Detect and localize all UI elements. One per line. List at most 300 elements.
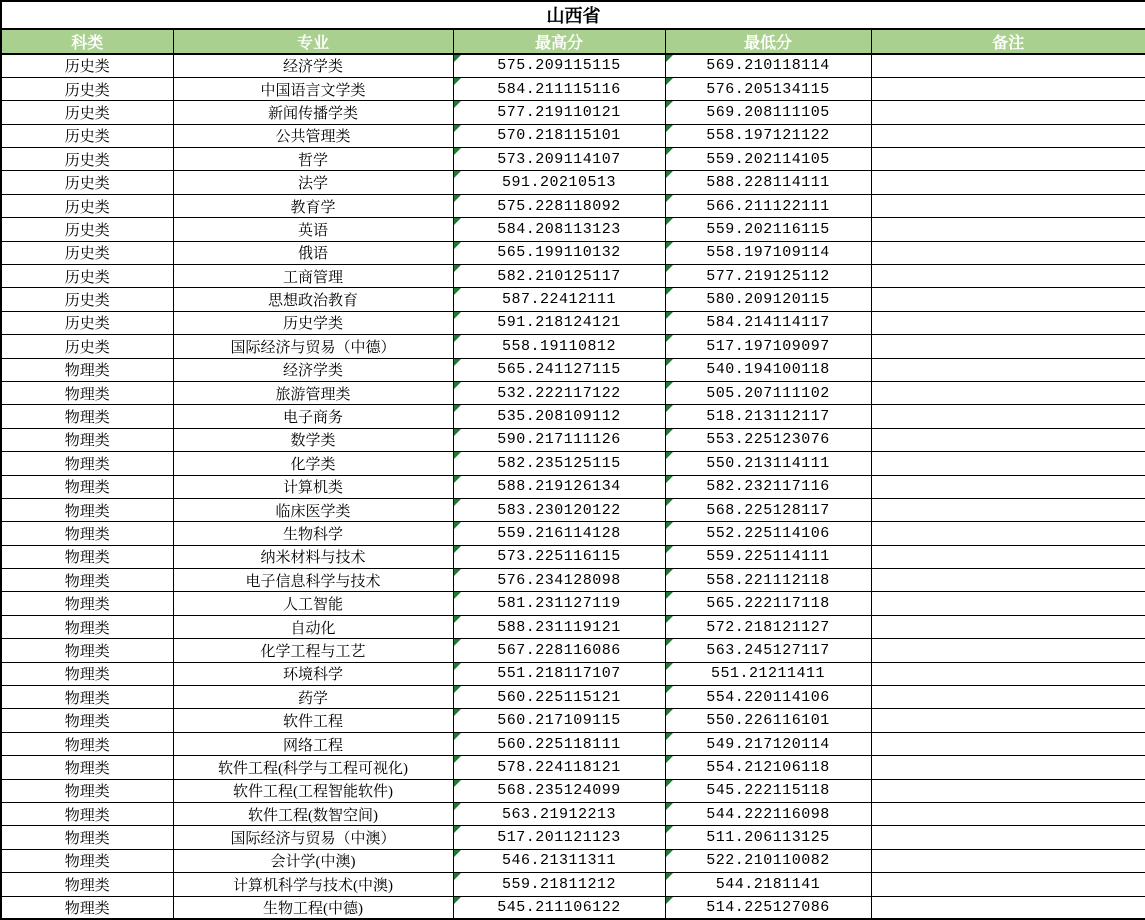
- score-value: 540.194100118: [706, 361, 830, 379]
- cell-remark: [871, 241, 1145, 264]
- cell-max: [453, 709, 665, 732]
- table-header-row: [1, 29, 1145, 54]
- cell-category: 物理类: [1, 709, 173, 732]
- text-flag-triangle-icon: [454, 639, 461, 646]
- cell-remark: [871, 77, 1145, 100]
- score-value: 552.225114106: [706, 525, 830, 542]
- cell-remark: [871, 335, 1145, 358]
- cell-min: [665, 218, 871, 241]
- score-value: 588.228114111: [706, 174, 830, 192]
- cell-category: 物理类: [1, 592, 173, 615]
- cell-max: [453, 218, 665, 241]
- text-flag-triangle-icon: [454, 897, 461, 904]
- cell-major: 旅游管理类: [173, 381, 453, 404]
- cell-min: [665, 101, 871, 124]
- cell-major: 软件工程: [173, 709, 453, 732]
- cell-min: [665, 709, 871, 732]
- cell-max: [453, 101, 665, 124]
- cell-major: 历史学类: [173, 311, 453, 334]
- cell-category: 历史类: [1, 171, 173, 194]
- cell-min: [665, 545, 871, 568]
- cell-category: 物理类: [1, 639, 173, 662]
- score-value: 551.218117107: [497, 665, 621, 683]
- table-row: [1, 358, 1145, 381]
- score-value: 565.222117118: [706, 595, 830, 613]
- table-row: [1, 428, 1145, 451]
- cell-max: [453, 335, 665, 358]
- cell-max: [453, 803, 665, 826]
- cell-remark: [871, 732, 1145, 755]
- cell-min: [665, 639, 871, 662]
- table-row: [1, 662, 1145, 685]
- table-row: [1, 826, 1145, 849]
- cell-remark: [871, 475, 1145, 498]
- cell-category: 物理类: [1, 803, 173, 826]
- text-flag-triangle-icon: [666, 242, 673, 249]
- cell-category: 历史类: [1, 311, 173, 334]
- score-value: 582.235125115: [497, 454, 621, 472]
- cell-min: [665, 615, 871, 638]
- score-value: 582.210125117: [497, 267, 621, 285]
- score-value: 568.235124099: [497, 782, 621, 800]
- score-value: 558.221112118: [706, 571, 830, 589]
- cell-min: [665, 732, 871, 755]
- cell-category: 历史类: [1, 124, 173, 147]
- text-flag-triangle-icon: [454, 171, 461, 178]
- text-flag-triangle-icon: [454, 335, 461, 342]
- cell-remark: [871, 452, 1145, 475]
- cell-major: 纳米材料与技术: [173, 545, 453, 568]
- text-flag-triangle-icon: [454, 522, 461, 529]
- text-flag-triangle-icon: [666, 663, 673, 670]
- cell-major: 软件工程(科学与工程可视化): [173, 756, 453, 779]
- cell-min: [665, 896, 871, 919]
- score-value: 565.241127115: [497, 361, 621, 379]
- cell-min: [665, 171, 871, 194]
- text-flag-triangle-icon: [454, 125, 461, 132]
- table-title-row: [1, 1, 1145, 29]
- column-header-min-score: 最低分: [665, 29, 871, 54]
- text-flag-triangle-icon: [666, 288, 673, 295]
- cell-major: 新闻传播学类: [173, 101, 453, 124]
- cell-max: [453, 311, 665, 334]
- text-flag-triangle-icon: [666, 592, 673, 599]
- cell-category: 物理类: [1, 779, 173, 802]
- cell-major: 软件工程(工程智能软件): [173, 779, 453, 802]
- cell-major: 法学: [173, 171, 453, 194]
- score-value: 559.202116115: [706, 220, 830, 238]
- score-value: 584.211115116: [497, 80, 621, 98]
- table-row: [1, 686, 1145, 709]
- cell-remark: [871, 101, 1145, 124]
- cell-min: [665, 405, 871, 428]
- text-flag-triangle-icon: [666, 639, 673, 646]
- table-row: [1, 522, 1145, 545]
- text-flag-triangle-icon: [454, 288, 461, 295]
- table-row: [1, 124, 1145, 147]
- cell-max: [453, 873, 665, 896]
- cell-min: [665, 335, 871, 358]
- cell-remark: [871, 311, 1145, 334]
- text-flag-triangle-icon: [666, 265, 673, 272]
- cell-max: [453, 265, 665, 288]
- table-row: [1, 171, 1145, 194]
- cell-category: 历史类: [1, 101, 173, 124]
- table-row: [1, 803, 1145, 826]
- cell-category: 物理类: [1, 732, 173, 755]
- cell-min: [665, 686, 871, 709]
- cell-category: 历史类: [1, 218, 173, 241]
- cell-remark: [871, 124, 1145, 147]
- cell-remark: [871, 709, 1145, 732]
- score-value: 558.19110812: [501, 337, 617, 355]
- table-row: [1, 77, 1145, 100]
- text-flag-triangle-icon: [666, 873, 673, 880]
- column-header-category: 科类: [1, 29, 173, 54]
- cell-min: [665, 194, 871, 217]
- score-value: 518.213112117: [706, 408, 830, 426]
- cell-remark: [871, 428, 1145, 451]
- table-row: [1, 896, 1145, 919]
- text-flag-triangle-icon: [454, 756, 461, 763]
- table-row: [1, 265, 1145, 288]
- score-value: 576.234128098: [497, 571, 621, 589]
- column-header-major: 专业: [173, 29, 453, 54]
- text-flag-triangle-icon: [666, 780, 673, 787]
- table-row: [1, 709, 1145, 732]
- table-row: [1, 569, 1145, 592]
- cell-major: 思想政治教育: [173, 288, 453, 311]
- cell-min: [665, 124, 871, 147]
- score-value: 584.208113123: [497, 220, 621, 238]
- cell-remark: [871, 265, 1145, 288]
- cell-min: [665, 54, 871, 77]
- cell-remark: [871, 639, 1145, 662]
- cell-category: 物理类: [1, 756, 173, 779]
- text-flag-triangle-icon: [666, 195, 673, 202]
- text-flag-triangle-icon: [666, 709, 673, 716]
- table-row: [1, 475, 1145, 498]
- cell-major: 环境科学: [173, 662, 453, 685]
- cell-remark: [871, 171, 1145, 194]
- score-value: 576.205134115: [706, 80, 830, 98]
- cell-major: 计算机科学与技术(中澳): [173, 873, 453, 896]
- cell-category: 物理类: [1, 428, 173, 451]
- cell-max: [453, 639, 665, 662]
- cell-remark: [871, 896, 1145, 919]
- score-value: 511.206113125: [706, 829, 830, 847]
- text-flag-triangle-icon: [666, 546, 673, 553]
- text-flag-triangle-icon: [454, 546, 461, 553]
- cell-category: 物理类: [1, 849, 173, 872]
- score-value: 550.226116101: [706, 712, 830, 730]
- text-flag-triangle-icon: [454, 55, 461, 62]
- cell-major: 经济学类: [173, 54, 453, 77]
- cell-major: 经济学类: [173, 358, 453, 381]
- score-value: 560.225118111: [497, 735, 621, 753]
- score-value: 558.197109114: [706, 244, 830, 262]
- cell-major: 俄语: [173, 241, 453, 264]
- cell-min: [665, 288, 871, 311]
- cell-min: [665, 475, 871, 498]
- score-value: 550.213114111: [706, 454, 830, 472]
- cell-remark: [871, 54, 1145, 77]
- score-value: 583.230120122: [497, 501, 621, 519]
- cell-remark: [871, 148, 1145, 171]
- cell-major: 生物科学: [173, 522, 453, 545]
- score-value: 559.225114111: [706, 548, 830, 566]
- cell-max: [453, 405, 665, 428]
- province-title: 山西省: [1, 1, 1145, 29]
- text-flag-triangle-icon: [454, 429, 461, 436]
- text-flag-triangle-icon: [454, 242, 461, 249]
- cell-major: 国际经济与贸易（中德）: [173, 335, 453, 358]
- cell-category: 历史类: [1, 54, 173, 77]
- cell-category: 历史类: [1, 335, 173, 358]
- score-value: 532.222117122: [497, 384, 621, 402]
- cell-remark: [871, 194, 1145, 217]
- table-row: [1, 54, 1145, 77]
- cell-max: [453, 592, 665, 615]
- cell-major: 人工智能: [173, 592, 453, 615]
- cell-min: [665, 428, 871, 451]
- score-value: 551.21211411: [710, 665, 826, 683]
- text-flag-triangle-icon: [666, 803, 673, 810]
- cell-max: [453, 194, 665, 217]
- cell-category: 物理类: [1, 873, 173, 896]
- text-flag-triangle-icon: [454, 709, 461, 716]
- score-value: 545.211106122: [497, 899, 621, 916]
- cell-min: [665, 148, 871, 171]
- score-value: 577.219125112: [706, 267, 830, 285]
- score-value: 581.231127119: [497, 595, 621, 613]
- text-flag-triangle-icon: [666, 499, 673, 506]
- cell-major: 中国语言文学类: [173, 77, 453, 100]
- cell-remark: [871, 288, 1145, 311]
- cell-remark: [871, 545, 1145, 568]
- score-value: 560.217109115: [497, 712, 621, 730]
- cell-category: 物理类: [1, 896, 173, 919]
- cell-major: 网络工程: [173, 732, 453, 755]
- cell-max: [453, 288, 665, 311]
- text-flag-triangle-icon: [454, 218, 461, 225]
- text-flag-triangle-icon: [666, 148, 673, 155]
- table-row: [1, 335, 1145, 358]
- score-value: 565.199110132: [497, 244, 621, 262]
- table-row: [1, 405, 1145, 428]
- cell-min: [665, 265, 871, 288]
- text-flag-triangle-icon: [666, 78, 673, 85]
- text-flag-triangle-icon: [454, 382, 461, 389]
- cell-min: [665, 311, 871, 334]
- text-flag-triangle-icon: [666, 850, 673, 857]
- text-flag-triangle-icon: [666, 359, 673, 366]
- cell-major: 化学工程与工艺: [173, 639, 453, 662]
- score-value: 549.217120114: [706, 735, 830, 753]
- table-row: [1, 498, 1145, 521]
- score-value: 558.197121122: [706, 127, 830, 145]
- text-flag-triangle-icon: [454, 780, 461, 787]
- text-flag-triangle-icon: [666, 101, 673, 108]
- table-row: [1, 756, 1145, 779]
- text-flag-triangle-icon: [666, 686, 673, 693]
- table-row: [1, 288, 1145, 311]
- cell-category: 物理类: [1, 475, 173, 498]
- text-flag-triangle-icon: [666, 405, 673, 412]
- text-flag-triangle-icon: [666, 335, 673, 342]
- cell-category: 物理类: [1, 452, 173, 475]
- score-value: 570.218115101: [497, 127, 621, 145]
- cell-min: [665, 592, 871, 615]
- table-row: [1, 849, 1145, 872]
- cell-category: 物理类: [1, 686, 173, 709]
- cell-category: 历史类: [1, 77, 173, 100]
- table-body: [1, 54, 1145, 919]
- cell-category: 历史类: [1, 194, 173, 217]
- score-value: 590.217111126: [497, 431, 621, 449]
- score-value: 580.209120115: [706, 291, 830, 309]
- cell-remark: [871, 779, 1145, 802]
- cell-max: [453, 498, 665, 521]
- cell-category: 物理类: [1, 405, 173, 428]
- score-value: 545.222115118: [706, 782, 830, 800]
- score-value: 553.225123076: [706, 431, 830, 449]
- cell-remark: [871, 358, 1145, 381]
- text-flag-triangle-icon: [454, 663, 461, 670]
- score-value: 591.20210513: [501, 174, 617, 192]
- cell-major: 电子信息科学与技术: [173, 569, 453, 592]
- score-value: 575.209115115: [497, 57, 621, 75]
- cell-major: 生物工程(中德): [173, 896, 453, 919]
- text-flag-triangle-icon: [454, 312, 461, 319]
- score-value: 588.231119121: [497, 618, 621, 636]
- cell-min: [665, 381, 871, 404]
- cell-major: 会计学(中澳): [173, 849, 453, 872]
- text-flag-triangle-icon: [454, 359, 461, 366]
- cell-min: [665, 803, 871, 826]
- table-row: [1, 779, 1145, 802]
- cell-min: [665, 241, 871, 264]
- cell-max: [453, 756, 665, 779]
- cell-major: 药学: [173, 686, 453, 709]
- table-row: [1, 194, 1145, 217]
- cell-min: [665, 358, 871, 381]
- cell-max: [453, 896, 665, 919]
- cell-max: [453, 686, 665, 709]
- cell-max: [453, 358, 665, 381]
- table-row: [1, 639, 1145, 662]
- cell-min: [665, 756, 871, 779]
- score-value: 559.21811212: [501, 875, 617, 893]
- cell-major: 软件工程(数智空间): [173, 803, 453, 826]
- cell-min: [665, 569, 871, 592]
- text-flag-triangle-icon: [666, 452, 673, 459]
- table-row: [1, 592, 1145, 615]
- table-row: [1, 381, 1145, 404]
- text-flag-triangle-icon: [666, 733, 673, 740]
- table-row: [1, 311, 1145, 334]
- cell-max: [453, 732, 665, 755]
- cell-max: [453, 381, 665, 404]
- cell-major: 电子商务: [173, 405, 453, 428]
- cell-min: [665, 498, 871, 521]
- score-value: 517.201121123: [497, 829, 621, 847]
- cell-max: [453, 171, 665, 194]
- cell-category: 物理类: [1, 615, 173, 638]
- text-flag-triangle-icon: [454, 78, 461, 85]
- cell-max: [453, 662, 665, 685]
- cell-major: 教育学: [173, 194, 453, 217]
- cell-category: 物理类: [1, 358, 173, 381]
- text-flag-triangle-icon: [454, 499, 461, 506]
- table-row: [1, 452, 1145, 475]
- text-flag-triangle-icon: [454, 873, 461, 880]
- score-value: 591.218124121: [497, 314, 621, 332]
- cell-remark: [871, 569, 1145, 592]
- score-value: 522.210110082: [706, 852, 830, 870]
- cell-major: 工商管理: [173, 265, 453, 288]
- text-flag-triangle-icon: [454, 803, 461, 810]
- cell-remark: [871, 873, 1145, 896]
- score-value: 546.21311311: [501, 852, 617, 870]
- cell-category: 历史类: [1, 148, 173, 171]
- cell-remark: [871, 522, 1145, 545]
- text-flag-triangle-icon: [454, 476, 461, 483]
- cell-remark: [871, 662, 1145, 685]
- score-value: 535.208109112: [497, 408, 621, 426]
- cell-remark: [871, 849, 1145, 872]
- score-value: 584.214114117: [706, 314, 830, 332]
- text-flag-triangle-icon: [666, 616, 673, 623]
- text-flag-triangle-icon: [454, 686, 461, 693]
- cell-max: [453, 241, 665, 264]
- score-value: 560.225115121: [497, 688, 621, 706]
- table-row: [1, 545, 1145, 568]
- cell-max: [453, 77, 665, 100]
- cell-category: 历史类: [1, 288, 173, 311]
- cell-major: 哲学: [173, 148, 453, 171]
- table-row: [1, 615, 1145, 638]
- text-flag-triangle-icon: [454, 850, 461, 857]
- cell-major: 公共管理类: [173, 124, 453, 147]
- cell-remark: [871, 686, 1145, 709]
- table-row: [1, 101, 1145, 124]
- cell-max: [453, 615, 665, 638]
- text-flag-triangle-icon: [666, 476, 673, 483]
- text-flag-triangle-icon: [666, 569, 673, 576]
- cell-remark: [871, 803, 1145, 826]
- text-flag-triangle-icon: [454, 616, 461, 623]
- text-flag-triangle-icon: [454, 826, 461, 833]
- cell-category: 物理类: [1, 569, 173, 592]
- text-flag-triangle-icon: [666, 218, 673, 225]
- score-value: 582.232117116: [706, 478, 830, 496]
- score-value: 569.210118114: [706, 57, 830, 75]
- text-flag-triangle-icon: [666, 522, 673, 529]
- cell-category: 历史类: [1, 241, 173, 264]
- text-flag-triangle-icon: [666, 826, 673, 833]
- cell-category: 物理类: [1, 498, 173, 521]
- score-value: 559.202114105: [706, 150, 830, 168]
- cell-category: 物理类: [1, 545, 173, 568]
- cell-max: [453, 428, 665, 451]
- table-row: [1, 241, 1145, 264]
- score-value: 575.228118092: [497, 197, 621, 215]
- cell-remark: [871, 218, 1145, 241]
- text-flag-triangle-icon: [666, 382, 673, 389]
- text-flag-triangle-icon: [666, 125, 673, 132]
- cell-remark: [871, 592, 1145, 615]
